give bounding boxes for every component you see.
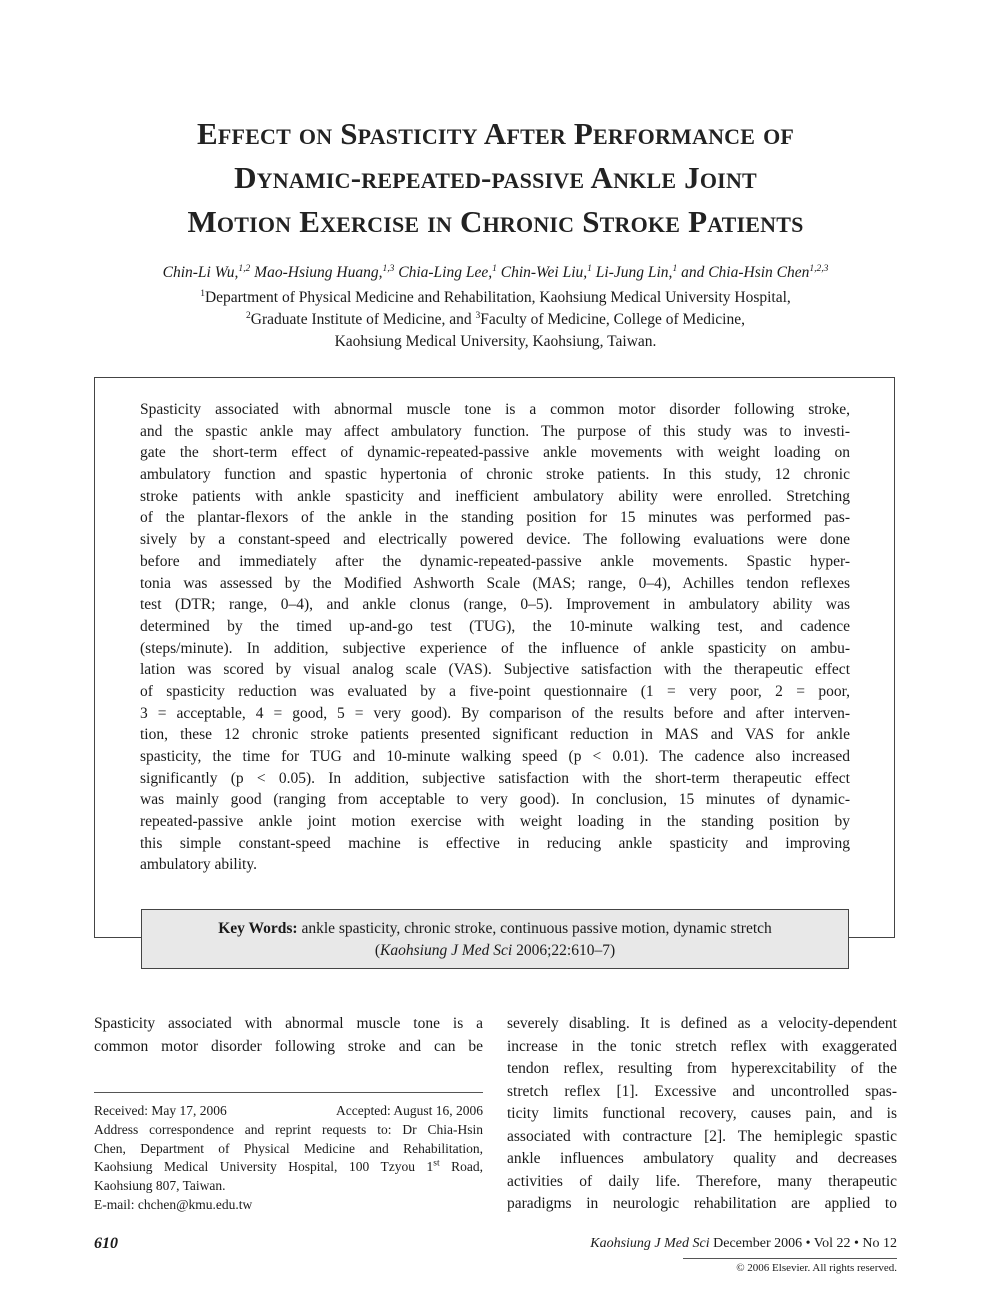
abstract-line: repeated-passive ankle joint motion exercise with weight loading in the standing position by (140, 813, 850, 831)
body-line: increase in the tonic stretch reflex with exaggerated (507, 1037, 897, 1055)
body-line: tendon reflex, resulting from hyperexcitability of the (507, 1060, 897, 1077)
footnote-line: Chen, Department of Physical Medicine and Rehabilitation, (94, 1140, 483, 1156)
abstract-line: ambulatory function and spastic hypertonia of chronic stroke patients. In this study, 12 chronic (140, 466, 850, 484)
abstract-line: tonia was assessed by the Modified Ashworth Scale (MAS; range, 0–4), Achilles tendon reflexes (140, 574, 850, 592)
abstract-line: test (DTR; range, 0–4), and ankle clonus (range, 0–5). Improvement in ambulatory ability was (140, 596, 850, 614)
abstract-line: this simple constant-speed machine is effective in reducing ankle spasticity and improving (140, 834, 850, 852)
abstract-line: tion, these 12 chronic stroke patients presented significant reduction in MAS and VAS for ankle (140, 726, 850, 744)
article-title (60, 112, 931, 244)
dates-row (94, 1102, 483, 1121)
citation-line (142, 940, 848, 962)
journal-name: Kaohsiung J Med Sci (590, 1236, 710, 1251)
abstract-line: (steps/minute). In addition, subjective experience of the influence of ankle spasticity on ambu- (140, 639, 850, 657)
body-line: associated with contracture [2]. The hemiplegic spastic (507, 1127, 897, 1145)
keywords-label: Key Words: (218, 920, 298, 937)
abstract-line: lation was scored by visual analog scale (VAS). Subjective satisfaction with the therapeutic effect (140, 661, 850, 679)
author-name: Chia-Ling Lee, (398, 264, 493, 281)
copyright-notice: © 2006 Elsevier. All rights reserved. (736, 1262, 897, 1274)
affil-text: Department of Physical Medicine and Rehabilitation, Kaohsiung Medical University Hospital, (204, 289, 791, 306)
author-affil-sup: 1 (492, 263, 497, 274)
keywords-box (141, 909, 849, 969)
author-list (60, 264, 931, 282)
abstract-line: before and immediately after the dynamic-repeated-passive ankle movements. Spastic hyper- (140, 552, 850, 570)
keywords-line (142, 918, 848, 940)
abstract-line: significantly (p < 0.05). In addition, subjective satisfaction with the short-term therapeutic effect (140, 769, 850, 787)
citation-paren: ( (374, 942, 381, 959)
footnote-divider (94, 1092, 483, 1093)
abstract-line: determined by the timed up-and-go test (TUG), the 10-minute walking test, and cadence (140, 617, 850, 635)
footnote-sup: st (433, 1158, 440, 1169)
affil-sup: 1 (200, 288, 205, 299)
author-affil-sup: 1,2 (238, 263, 251, 274)
abstract-line: stroke patients with ankle spasticity and inefficient ambulatory ability were enrolled. Stretching (140, 487, 850, 505)
body-line: common motor disorder following stroke and can be (94, 1037, 483, 1055)
email-line[interactable]: E-mail: chchen@kmu.edu.tw (94, 1196, 253, 1212)
abstract-line: and the spastic ankle may affect ambulatory function. The purpose of this study was to investi- (140, 422, 850, 440)
body-line: activities of daily life. Therefore, many therapeutic (507, 1172, 897, 1190)
author-affil-sup: 1,3 (382, 263, 395, 274)
author-name: Li-Jung Lin, (595, 264, 673, 281)
footnote-line (94, 1158, 483, 1177)
author-name: Chin-Wei Liu, (500, 264, 588, 281)
page-number: 610 (94, 1235, 118, 1252)
affiliation-line (60, 287, 931, 309)
abstract-text (140, 399, 850, 876)
abstract-line: of spasticity reduction was evaluated by a five-point questionnaire (1 = very poor, 2 = poor, (140, 682, 850, 700)
affil-sup: 2 (246, 310, 251, 321)
body-line: stretch reflex [1]. Excessive and uncontrolled spas- (507, 1082, 897, 1100)
footnote-text: Road, (439, 1159, 483, 1175)
article-footnote (94, 1102, 483, 1215)
author-name: Mao-Hsiung Huang, (254, 264, 383, 281)
received-date: Received: May 17, 2006 (94, 1103, 227, 1118)
journal-info (590, 1236, 897, 1252)
affiliations (60, 287, 931, 353)
title-line: Motion Exercise in Chronic Stroke Patients (187, 204, 804, 239)
abstract-line: spasticity, the time for TUG and 10-minute walking speed (p < 0.01). The cadence also increased (140, 748, 850, 765)
abstract-line: of the plantar-flexors of the ankle in the standing position for 15 minutes was performed pas- (140, 509, 850, 527)
abstract-line: was mainly good (ranging from acceptable to very good). In conclusion, 15 minutes of dynamic- (140, 791, 850, 809)
affiliation-line: Kaohsiung Medical University, Kaohsiung, Taiwan. (334, 333, 657, 350)
body-line: paradigms in neurologic rehabilitation are applied to (507, 1195, 897, 1212)
abstract-line: gate the short-term effect of dynamic-repeated-passive ankle movements with weight loading on (140, 444, 850, 462)
body-line: Spasticity associated with abnormal muscle tone is a (94, 1015, 483, 1032)
body-right-column (507, 1013, 897, 1216)
accepted-date: Accepted: August 16, 2006 (336, 1103, 483, 1118)
footnote-text: Kaohsiung Medical University Hospital, 100 Tzyou 1 (94, 1159, 434, 1175)
footnote-line: Kaohsiung 807, Taiwan. (94, 1178, 226, 1194)
title-line: Effect on Spasticity After Performance of (196, 116, 795, 151)
citation-journal: Kaohsiung J Med Sci (380, 942, 513, 959)
abstract-line: sively by a constant-speed and electrically powered device. The following evaluations were done (140, 531, 850, 549)
keywords-text: ankle spasticity, chronic stroke, continuous passive motion, dynamic stretch (297, 920, 772, 937)
abstract-line: Spasticity associated with abnormal muscle tone is a common motor disorder following stroke, (140, 401, 850, 418)
title-line: Dynamic-repeated-passive Ankle Joint (234, 160, 757, 195)
affiliation-line (60, 309, 931, 331)
abstract-line: ambulatory ability. (140, 856, 257, 874)
journal-issue: December 2006 • Vol 22 • No 12 (709, 1236, 897, 1251)
body-line: ankle influences ambulatory quality and decreases (507, 1150, 897, 1167)
footnote-line: Address correspondence and reprint requests to: Dr Chia-Hsin (94, 1121, 483, 1137)
affil-text: Graduate Institute of Medicine, and (250, 311, 476, 328)
citation-rest: 2006;22:610–7) (512, 942, 616, 959)
author-affil-sup: 1 (587, 263, 592, 274)
author-name: Chin-Li Wu, (162, 264, 239, 281)
body-line: severely disabling. It is defined as a velocity-dependent (507, 1015, 897, 1032)
author-affil-sup: 1 (672, 263, 678, 274)
author-affil-sup: 1,2,3 (809, 263, 829, 274)
footer-divider (683, 1258, 897, 1259)
affil-text: Faculty of Medicine, College of Medicine, (480, 311, 745, 328)
body-line: ticity limits functional recovery, causes pain, and is (507, 1105, 897, 1122)
affil-sup: 3 (475, 310, 481, 321)
abstract-line: 3 = acceptable, 4 = good, 5 = very good). By comparison of the results before and after interven- (140, 704, 850, 722)
body-left-column (94, 1013, 483, 1058)
author-name: and Chia-Hsin Chen (681, 264, 810, 281)
